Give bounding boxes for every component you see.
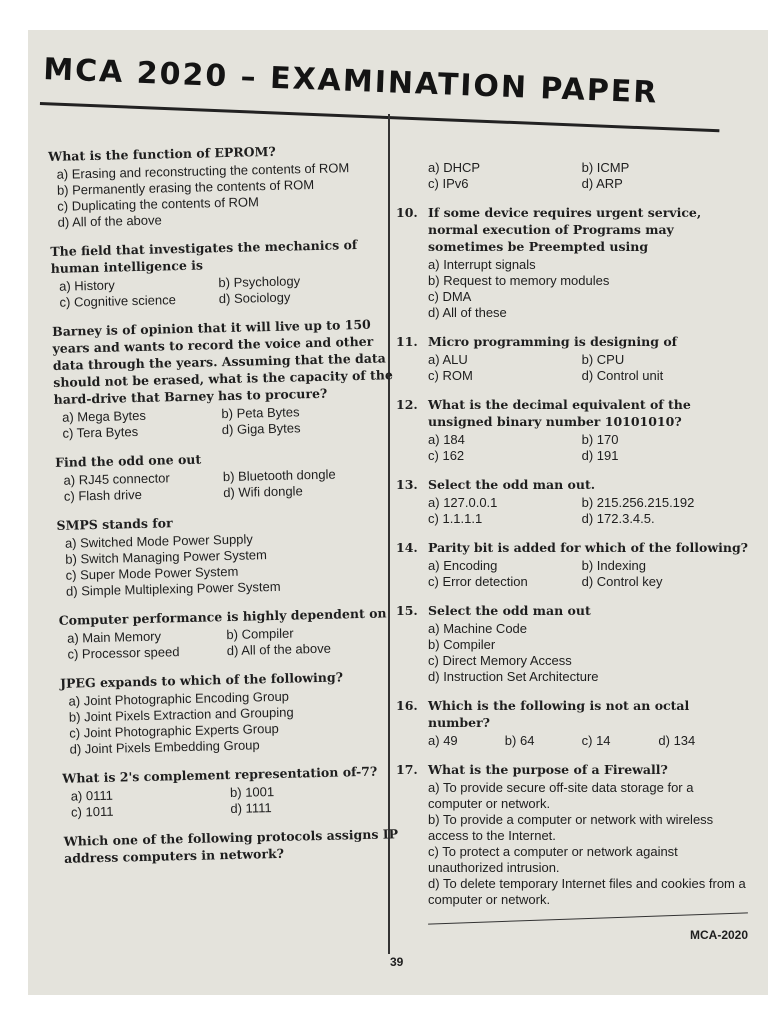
option-text: To protect a computer or network against unauthorized intrusion. (428, 844, 678, 875)
option-label: d) (223, 484, 235, 501)
option-text: Switch Managing Power System (80, 547, 268, 567)
question (48, 140, 390, 231)
option-text: Joint Pixels Embedding Group (84, 737, 260, 757)
option-text: Cognitive science (73, 292, 177, 310)
option-text: Compiler (241, 625, 294, 642)
question-text: Barney is of opinion that it will live up to 150 years and wants to record the voice and other data through the years. Assuming that the data should not be erased, what is the capacity of the hard-drive that Barney has to procure? (51, 316, 394, 407)
options-list (51, 271, 392, 311)
options-list (63, 781, 404, 821)
option-text: DMA (442, 289, 472, 304)
option (71, 801, 231, 821)
option-label: c) (428, 289, 439, 304)
option-label: b) (581, 160, 594, 175)
option-text: ARP (596, 176, 623, 191)
option (582, 558, 736, 574)
option (62, 422, 222, 442)
question (50, 235, 391, 311)
option-label: c) (69, 725, 81, 741)
page-title: MCA 2020 – EXAMINATION PAPER (42, 52, 660, 111)
option-text: 0111 (85, 787, 114, 804)
question-text: What is 2's complement representation of-7? (62, 763, 378, 786)
option-label: b) (218, 274, 231, 291)
option-label: d) (218, 290, 231, 307)
right-column (396, 158, 748, 920)
option (428, 653, 748, 669)
option-label: a) (428, 558, 440, 573)
option-label: b) (581, 352, 594, 367)
option-text: To provide a computer or network with wireless access to the Internet. (428, 812, 714, 843)
option (428, 574, 582, 590)
question-stem (396, 602, 748, 619)
option-text: 1111 (245, 800, 272, 816)
option-text: RJ45 connector (78, 470, 170, 488)
question-text: Micro programming is designing of (428, 334, 678, 349)
option-label: a) (428, 257, 440, 272)
question-stem (396, 333, 748, 350)
option-text: Joint Photographic Experts Group (83, 720, 279, 741)
option (428, 368, 582, 384)
option-text: 184 (443, 432, 465, 447)
question (62, 762, 403, 821)
option (428, 621, 748, 637)
option-label: a) (61, 409, 74, 425)
option-text: Request to memory modules (443, 273, 610, 288)
option-text: Error detection (442, 574, 528, 589)
option-label: b) (581, 432, 594, 447)
option (428, 176, 582, 192)
option-label: b) (68, 709, 81, 725)
option (582, 160, 736, 176)
option-label: b) (226, 626, 239, 643)
question-stem (396, 476, 748, 493)
option-text: 1011 (85, 803, 114, 820)
option-text: 64 (519, 733, 535, 748)
option-label: c) (57, 198, 69, 214)
option (582, 176, 736, 192)
option-text: Peta Bytes (236, 404, 300, 421)
option-text: History (74, 277, 115, 294)
question-number: 11. (396, 334, 418, 349)
question (52, 315, 395, 442)
option-text: 172.3.4.5. (596, 511, 655, 526)
question (396, 333, 748, 384)
options-list (396, 257, 748, 321)
option (582, 574, 736, 590)
option (428, 812, 748, 844)
option-text: Indexing (596, 558, 646, 573)
option-label: d) (69, 741, 82, 757)
option-text: To provide secure off-site data storage for a computer or network. (428, 780, 694, 811)
option-text: Bluetooth dongle (237, 466, 336, 484)
question-text: Parity bit is added for which of the following? (428, 540, 749, 555)
question-text: JPEG expands to which of the following? (59, 669, 344, 691)
question (396, 160, 748, 192)
option-label: c) (428, 653, 439, 668)
option-text: Tera Bytes (76, 424, 139, 441)
option-text: Main Memory (82, 628, 162, 646)
question-stem (396, 697, 748, 731)
option-text: Control unit (596, 368, 664, 383)
option-label: d) (581, 574, 594, 589)
option-label: d) (428, 669, 440, 684)
option (222, 419, 382, 439)
option (428, 432, 582, 448)
question-text: Which is the following is not an octal number? (428, 698, 690, 730)
question-number: 14. (396, 540, 418, 555)
option-label: a) (428, 495, 440, 510)
options-list (57, 528, 398, 600)
option (428, 273, 748, 289)
option-label: b) (222, 468, 235, 485)
option-text: Control key (596, 574, 663, 589)
option-label: c) (62, 425, 74, 441)
options-list (54, 402, 395, 442)
option-text: 170 (596, 432, 619, 447)
option-label: d) (658, 733, 670, 748)
question (396, 697, 748, 749)
option (582, 432, 736, 448)
option-label: a) (68, 693, 81, 709)
option-text: Giga Bytes (236, 420, 301, 437)
option-text: Simple Multiplexing Power System (81, 578, 281, 599)
option-label: b) (229, 784, 242, 801)
option-text: Compiler (443, 637, 496, 652)
option-text: 14 (596, 733, 611, 748)
question-text: Select the odd man out (428, 603, 591, 618)
question-text: Select the odd man out. (428, 477, 596, 492)
option (582, 448, 736, 464)
options-list (396, 621, 748, 685)
question (396, 204, 748, 321)
option (582, 352, 736, 368)
option-text: Processor speed (81, 644, 180, 662)
options-list (396, 160, 748, 192)
option-text: Wifi dongle (238, 483, 303, 500)
option-label: d) (226, 642, 239, 659)
question-stem (396, 539, 748, 556)
question (396, 476, 748, 527)
option (67, 643, 227, 663)
question-number: 13. (396, 477, 418, 492)
option (582, 511, 736, 527)
option-label: d) (581, 448, 594, 463)
question-number: 16. (396, 698, 418, 713)
option (428, 876, 748, 908)
left-column (48, 140, 404, 879)
option-label: c) (428, 368, 439, 383)
option-label: b) (581, 495, 594, 510)
option (428, 352, 582, 368)
question-number: 15. (396, 603, 418, 618)
option-text: 134 (673, 733, 696, 748)
option-label: a) (428, 733, 440, 748)
option-text: 1.1.1.1 (442, 511, 483, 526)
footer-tag: MCA-2020 (690, 928, 749, 942)
option (223, 481, 383, 501)
options-list (396, 352, 748, 384)
options-list (396, 733, 748, 749)
option (428, 511, 582, 527)
option-text: Duplicating the contents of ROM (71, 194, 260, 214)
option-text: 1001 (245, 784, 275, 800)
option-label: b) (428, 637, 440, 652)
option-label: a) (428, 352, 440, 367)
question-stem (52, 315, 394, 408)
option (428, 669, 748, 685)
option (505, 733, 582, 749)
question-stem (396, 204, 748, 255)
option (219, 288, 379, 308)
option-text: DHCP (443, 160, 481, 175)
option (230, 797, 390, 817)
page-number: 39 (390, 955, 404, 969)
question-text: What is the decimal equivalent of the unsigned binary number 10101010? (428, 397, 691, 429)
option-label: c) (428, 574, 439, 589)
question-text: What is the function of EPROM? (48, 143, 276, 164)
options-list (396, 780, 748, 908)
option-label: d) (221, 421, 234, 438)
option-text: 127.0.0.1 (443, 495, 498, 510)
option-text: Encoding (443, 558, 498, 573)
option (428, 780, 748, 812)
options-list (396, 495, 748, 527)
option (582, 368, 736, 384)
option-label: d) (581, 511, 594, 526)
exam-page (28, 30, 768, 995)
question (60, 667, 402, 758)
question-text: Which one of the following protocols assigns IP address computers in network? (63, 826, 399, 866)
option-text: Super Mode Power System (79, 563, 239, 583)
option (428, 733, 505, 749)
option-text: Mega Bytes (77, 407, 147, 425)
option-label: d) (581, 176, 594, 191)
option-label: b) (428, 273, 440, 288)
question-number: 10. (396, 205, 418, 220)
options-list (396, 432, 748, 464)
option-label: b) (56, 182, 69, 198)
question (396, 761, 748, 908)
option (64, 485, 224, 505)
option-label: a) (428, 780, 440, 795)
option-label: c) (428, 176, 439, 191)
option-text: Joint Photographic Encoding Group (83, 688, 290, 709)
option-text: 191 (596, 448, 619, 463)
question-text: SMPS stands for (56, 515, 173, 533)
option-label: c) (65, 567, 77, 583)
option-label: c) (67, 646, 79, 662)
option-text: Erasing and reconstructing the contents of ROM (71, 160, 350, 182)
option-label: a) (66, 630, 79, 646)
question-text: Computer performance is highly dependent on (58, 605, 387, 628)
option (428, 637, 748, 653)
option-label: a) (56, 166, 69, 182)
option-label: c) (428, 511, 439, 526)
question (64, 825, 405, 867)
question (396, 396, 748, 464)
option-text: Instruction Set Architecture (443, 669, 599, 684)
option-label: c) (428, 448, 439, 463)
option-label: a) (428, 160, 440, 175)
option-label: b) (428, 812, 440, 827)
options-list (396, 558, 748, 590)
option-text: 215.256.215.192 (596, 495, 695, 510)
option-text: 162 (442, 448, 465, 463)
option-text: Sociology (233, 289, 291, 306)
option-text: IPv6 (442, 176, 469, 191)
question-stem (396, 396, 748, 430)
option-text: CPU (596, 352, 625, 367)
option-text: Permanently erasing the contents of ROM (71, 176, 315, 198)
question (396, 602, 748, 685)
option-text: Machine Code (443, 621, 528, 636)
option-label: b) (221, 405, 234, 422)
option-label: a) (428, 621, 440, 636)
option-text: Psychology (233, 273, 301, 290)
question-text: If some device requires urgent service, normal execution of Programs may sometimes be Preempted using (428, 205, 702, 254)
option-label: c) (63, 488, 75, 504)
option-label: d) (65, 583, 78, 599)
option (428, 448, 582, 464)
option-text: Interrupt signals (443, 257, 536, 272)
question-text: What is the purpose of a Firewall? (428, 762, 668, 777)
option-label: a) (64, 535, 77, 551)
option-text: Joint Pixels Extraction and Grouping (83, 704, 294, 725)
option (582, 495, 736, 511)
option-text: ICMP (596, 160, 630, 175)
option (582, 733, 659, 749)
question (56, 509, 398, 600)
question-number: 12. (396, 397, 418, 412)
option-text: Switched Mode Power Supply (79, 531, 253, 551)
option-text: Flash drive (78, 486, 143, 504)
option-text: All of these (442, 305, 507, 320)
option-label: b) (504, 733, 517, 748)
question (59, 604, 400, 663)
option-text: To delete temporary Internet files and cookies from a computer or network. (428, 876, 746, 907)
question-text: The field that investigates the mechanics of human intelligence is (50, 237, 358, 276)
option-label: a) (63, 472, 76, 488)
option-label: d) (57, 214, 70, 230)
option-label: a) (58, 278, 71, 294)
option-label: c) (428, 844, 439, 859)
option-label: b) (581, 558, 594, 573)
option (428, 257, 748, 273)
option-text: All of the above (241, 640, 332, 658)
option-label: d) (428, 876, 440, 891)
question (55, 446, 396, 505)
option-label: b) (65, 551, 78, 567)
option (428, 495, 582, 511)
option-label: d) (428, 305, 440, 320)
option (658, 733, 735, 749)
option (59, 291, 219, 311)
option-text: All of the above (71, 212, 162, 230)
question-stem (396, 761, 748, 778)
option-text: ALU (442, 352, 468, 367)
options-list (55, 465, 396, 505)
options-list (59, 623, 400, 663)
option-label: c) (70, 804, 83, 820)
question-number: 17. (396, 762, 418, 777)
option-text: ROM (442, 368, 473, 383)
option-label: d) (230, 800, 243, 817)
option (428, 289, 748, 305)
question-stem (64, 825, 405, 867)
option-label: c) (581, 733, 593, 748)
option-label: a) (70, 788, 83, 804)
options-list (60, 686, 401, 758)
option-text: Direct Memory Access (442, 653, 572, 668)
option (428, 558, 582, 574)
question-stem (50, 235, 391, 277)
option (428, 305, 748, 321)
option (428, 844, 748, 876)
option (227, 639, 387, 659)
option-label: c) (59, 294, 71, 310)
option-label: d) (581, 368, 594, 383)
option (428, 160, 582, 176)
question-text: Find the odd one out (54, 451, 202, 470)
options-list (48, 159, 389, 231)
question (396, 539, 748, 590)
option-text: 49 (443, 733, 458, 748)
option-label: a) (428, 432, 440, 447)
